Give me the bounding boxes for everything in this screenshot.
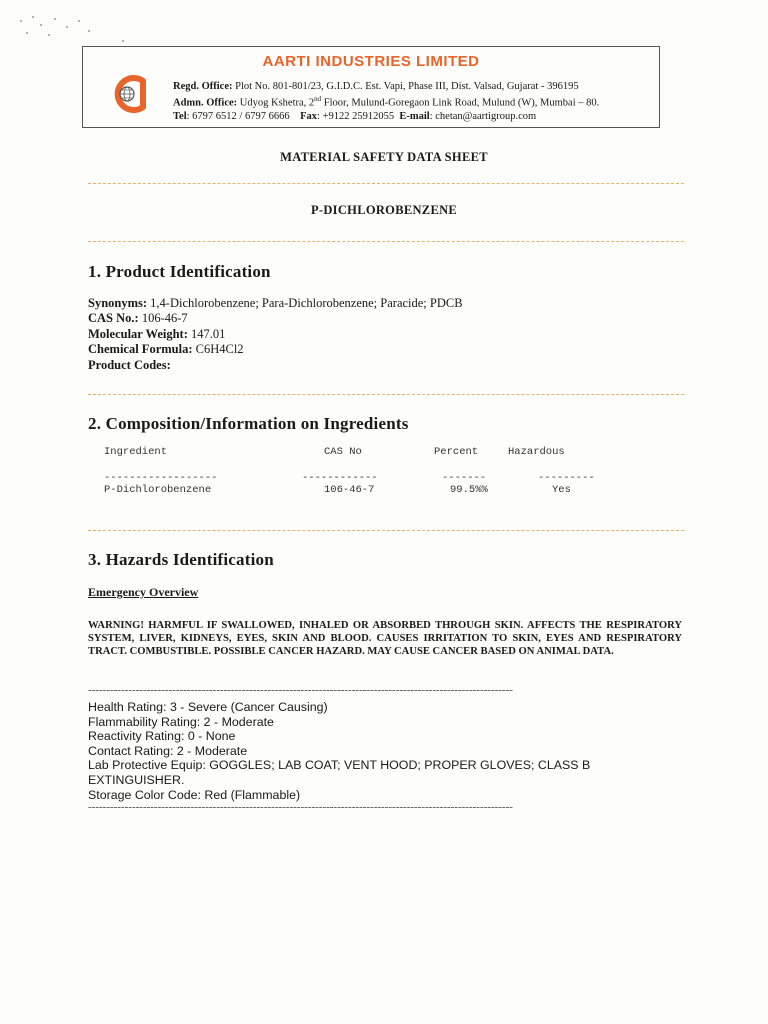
section-2-heading: 2. Composition/Information on Ingredients — [88, 414, 409, 433]
office-addresses — [173, 80, 599, 123]
separator-line: -------------------------------------------------------------------------------------------------------------------- — [88, 801, 513, 813]
column-header: Hazardous — [508, 446, 565, 458]
company-name: AARTI INDUSTRIES LIMITED — [262, 53, 480, 70]
chemical-formula-value: C6H4Cl2 — [192, 342, 244, 357]
molecular-weight-value: 147.01 — [187, 326, 226, 341]
hazard-ratings — [88, 700, 678, 802]
lab-protective-equipment: Lab Protective Equip: GOGGLES; LAB COAT; VENT HOOD; PROPER GLOVES; CLASS B EXTINGUISHER. — [88, 758, 591, 787]
table-cell-ingredient: P-Dichlorobenzene — [104, 484, 212, 496]
header-underline: ------------------ — [104, 472, 218, 484]
flammability-rating: Flammability Rating: 2 - Moderate — [88, 714, 274, 729]
storage-color-code: Storage Color Code: Red (Flammable) — [88, 787, 301, 802]
section-1-heading: 1. Product Identification — [88, 262, 271, 281]
header-underline: ------------ — [302, 472, 378, 484]
hazard-warning: WARNING! HARMFUL IF SWALLOWED, INHALED OR ABSORBED THROUGH SKIN. AFFECTS THE RESPIRATORY SYSTEM, LIVER, KIDNEYS, EYES, SKIN AND BLOOD. CAUSES IRRITATION TO SKIN, EYES AND RESPIRATORY TRACT. COMBUSTIBLE. POSSIBLE CANCER HAZARD. MAY CAUSE CANCER BASED ON ANIMAL DATA. — [88, 620, 682, 657]
regd-office: Regd. Office: Plot No. 801-801/23, G.I.D.C. Est. Vapi, Phase III, Dist. Valsad, Gujarat - 396195 — [173, 81, 579, 92]
scan-specks — [18, 14, 138, 48]
header-underline: ------- — [442, 472, 487, 484]
column-header: Percent — [434, 446, 479, 458]
company-logo-icon — [107, 73, 151, 113]
divider — [88, 530, 684, 531]
health-rating: Health Rating: 3 - Severe (Cancer Causing) — [88, 700, 328, 714]
letterhead — [82, 46, 660, 128]
table-cell-percent: 99.5%% — [450, 484, 488, 496]
divider — [88, 394, 684, 395]
document-title: MATERIAL SAFETY DATA SHEET — [280, 150, 488, 164]
emergency-overview-heading: Emergency Overview — [88, 585, 199, 599]
cas-value: 106-46-7 — [138, 311, 188, 326]
column-header: CAS No — [324, 446, 362, 458]
reactivity-rating: Reactivity Rating: 0 - None — [88, 729, 236, 744]
section-3-heading: 3. Hazards Identification — [88, 550, 274, 569]
separator-line: -------------------------------------------------------------------------------------------------------------------- — [88, 684, 513, 696]
divider — [88, 241, 684, 242]
synonyms-value: 1,4-Dichlorobenzene; Para-Dichlorobenzene; Paracide; PDCB — [147, 296, 463, 310]
divider — [88, 183, 684, 184]
product-title: P-DICHLOROBENZENE — [310, 203, 458, 217]
admn-office: Admn. Office: Udyog Kshetra, 2nd Floor, Mulund-Goregaon Link Road, Mulund (W), Mumbai – 80. — [173, 95, 600, 109]
contact-rating: Contact Rating: 2 - Moderate — [88, 743, 248, 758]
table-cell-hazardous: Yes — [552, 484, 571, 496]
column-header: Ingredient — [104, 446, 168, 458]
header-underline: --------- — [538, 472, 595, 484]
table-cell-cas: 106-46-7 — [324, 484, 375, 496]
contact-line: Tel: 6797 6512 / 6797 6666 Fax: +9122 25912055 E-mail: chetan@aartigroup.com — [173, 110, 537, 122]
product-identification-fields: Synonyms: 1,4-Dichlorobenzene; Para-Dichlorobenzene; Paracide; PDCB CAS No.: 106-46-7 Molecular Weight: 147.01 Chemical Formula: C6H4Cl2 Product Codes: — [88, 296, 463, 372]
